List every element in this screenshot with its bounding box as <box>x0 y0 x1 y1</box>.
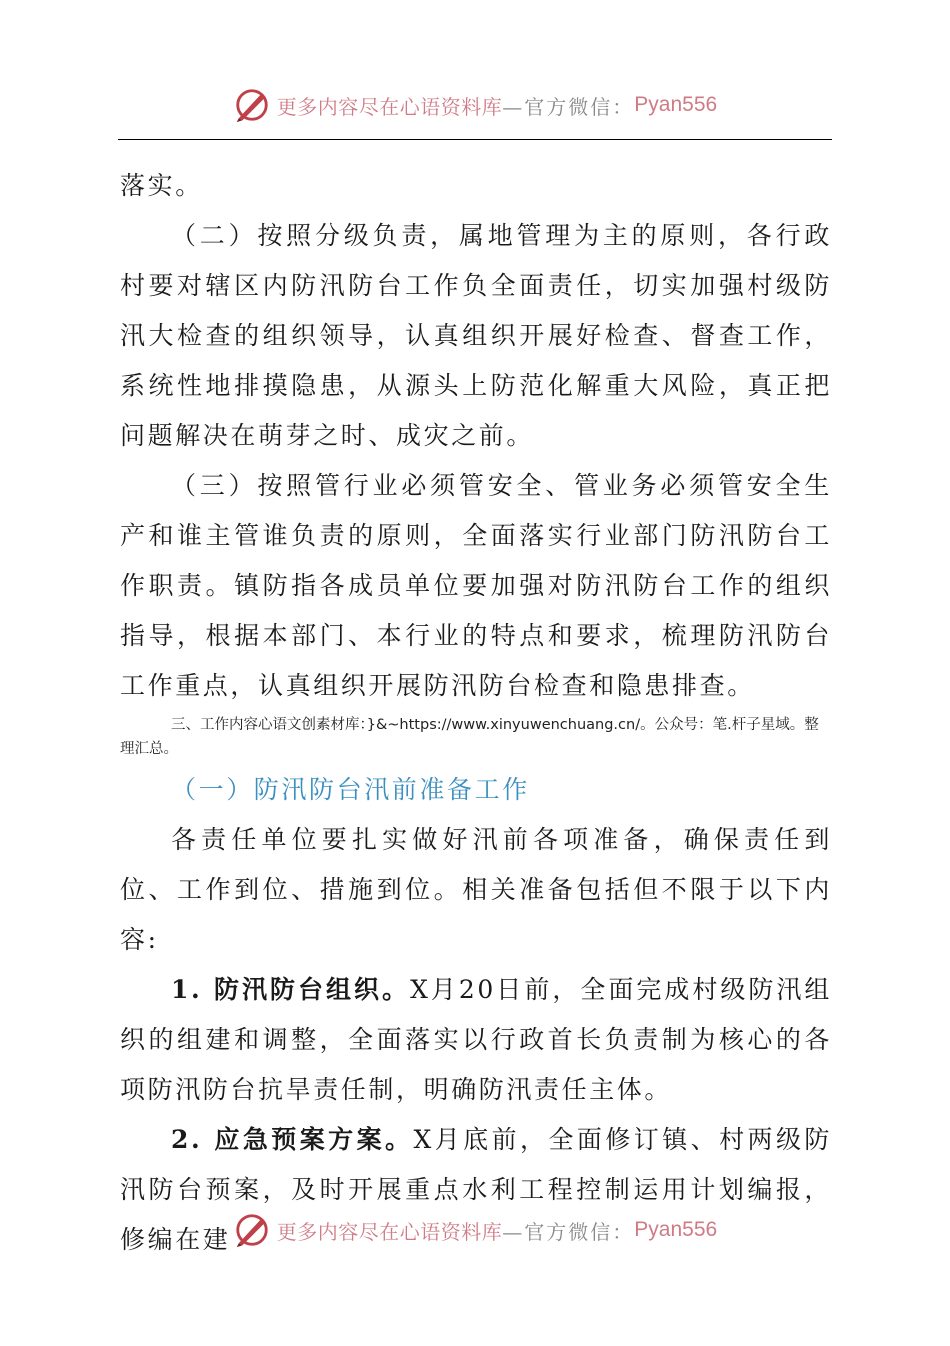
paragraph-continuation: 落实。 <box>120 171 203 200</box>
banner-sub-text: —官方微信： <box>502 94 635 119</box>
footer-sub-text: —官方微信： <box>502 1219 635 1244</box>
paragraph-point-1 <box>120 965 832 1115</box>
point-2-text: X月底前，全面修订镇、村两级防汛防台预案，及时开展重点水利工程控制运用计划编报，修编在建 <box>120 1125 832 1254</box>
section-note: 三、工作内容心语文创素材库：}&~https://www.xinyuwenchuang.cn/。公众号：笔.杆子星域。整理汇总。 <box>120 717 819 757</box>
header-divider <box>118 139 832 140</box>
footer-main-text: 更多内容尽在心语资料库 <box>276 1219 503 1244</box>
header-banner <box>0 80 950 130</box>
paragraph-intro: 各责任单位要扎实做好汛前各项准备，确保责任到位、工作到位、措施到位。相关准备包括但不限于以下内容: <box>120 825 832 954</box>
document-body <box>120 161 832 1265</box>
point-1-text: X月20日前，全面完成村级防汛组织的组建和调整，全面落实以行政首长负责制为核心的各项防汛防台抗旱责任制，明确防汛责任主体。 <box>120 975 832 1104</box>
pen-logo-icon <box>233 1211 271 1249</box>
point-2-title: 2. 应急预案方案。 <box>171 1125 414 1154</box>
banner-wechat-id: Pyan556 <box>634 93 718 116</box>
paragraph-item-2: （二）按照分级负责，属地管理为主的原则，各行政村要对辖区内防汛防台工作负全面责任，切实加强村级防汛大检查的组织领导，认真组织开展好检查、督查工作，系统性地排摸隐患，从源头上防范化解重大风险，真正把问题解决在萌芽之时、成灾之前。 <box>120 221 832 450</box>
pen-logo-icon <box>233 86 271 124</box>
point-1-title: 1. 防汛防台组织。 <box>171 975 411 1004</box>
banner-main-text: 更多内容尽在心语资料库 <box>276 94 503 119</box>
footer-banner <box>0 1205 950 1255</box>
paragraph-item-3: （三）按照管行业必须管安全、管业务必须管安全生产和谁主管谁负责的原则，全面落实行业部门防汛防台工作职责。镇防指各成员单位要加强对防汛防台工作的组织指导，根据本部门、本行业的特点和要求，梳理防汛防台工作重点，认真组织开展防汛防台检查和隐患排查。 <box>120 471 832 700</box>
footer-wechat-id: Pyan556 <box>634 1218 718 1241</box>
section-heading: （一）防汛防台汛前准备工作 <box>171 775 530 804</box>
